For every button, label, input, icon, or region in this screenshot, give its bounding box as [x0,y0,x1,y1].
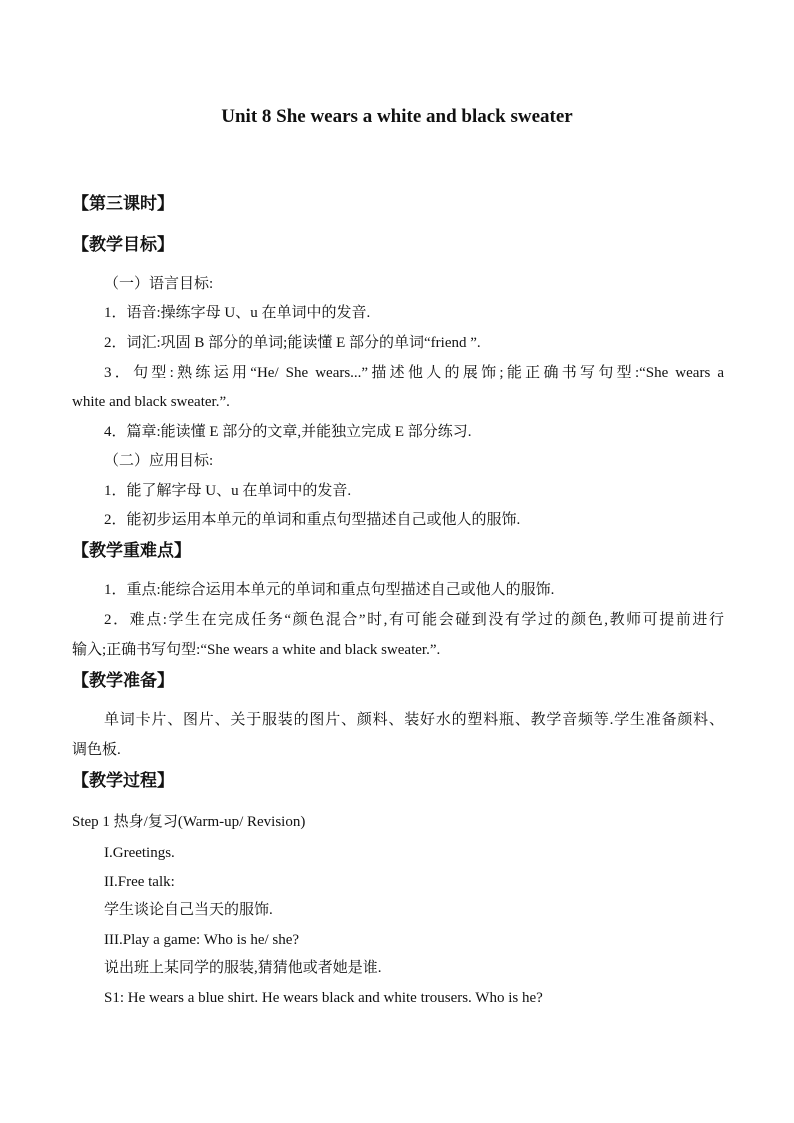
process-item: I.Greetings. [104,845,175,861]
objective-item: 3．句型:熟练运用“He/ She wears...”描述他人的展饰;能正确书写句型:“She wears a [104,365,724,381]
application-objectives-subheading: （二）应用目标: [104,453,214,469]
difficulties-heading: 【教学重难点】 [72,541,191,560]
objective-item: 2．能初步运用本单元的单词和重点句型描述自己或他人的服饰. [104,512,521,528]
difficulty-item-continued: 输入;正确书写句型:“She wears a white and black sweater.”. [72,642,441,658]
language-objectives-subheading: （一）语言目标: [104,276,214,292]
document-title: Unit 8 She wears a white and black sweater [221,106,573,127]
process-heading: 【教学过程】 [72,771,174,790]
process-item: III.Play a game: Who is he/ she? [104,932,300,948]
objective-item: 1．能了解字母 U、u 在单词中的发音. [104,483,352,499]
lesson-heading: 【第三课时】 [72,194,174,213]
preparation-heading: 【教学准备】 [72,671,174,690]
objective-item: 4．篇章:能读懂 E 部分的文章,并能独立完成 E 部分练习. [104,424,472,440]
preparation-text-continued: 调色板. [72,742,121,758]
preparation-text: 单词卡片、图片、关于服装的图片、颜料、装好水的塑料瓶、教学音频等.学生准备颜料、 [104,712,724,728]
objective-item: 1．语音:操练字母 U、u 在单词中的发音. [104,305,371,321]
difficulty-item: 2．难点:学生在完成任务“颜色混合”时,有可能会碰到没有学过的颜色,教师可提前进行 [104,612,724,628]
process-item: S1: He wears a blue shirt. He wears black and white trousers. Who is he? [104,990,543,1006]
objectives-heading: 【教学目标】 [72,235,174,254]
step-heading: Step 1 热身/复习(Warm-up/ Revision) [72,814,306,830]
objective-item-continued: white and black sweater.”. [72,394,230,410]
process-item: 学生谈论自己当天的服饰. [104,902,273,918]
objective-item: 2．词汇:巩固 B 部分的单词;能读懂 E 部分的单词“friend ”. [104,335,481,351]
process-item: 说出班上某同学的服装,猜猜他或者她是谁. [104,960,382,976]
difficulty-item: 1．重点:能综合运用本单元的单词和重点句型描述自己或他人的服饰. [104,582,555,598]
process-item: II.Free talk: [104,874,175,890]
